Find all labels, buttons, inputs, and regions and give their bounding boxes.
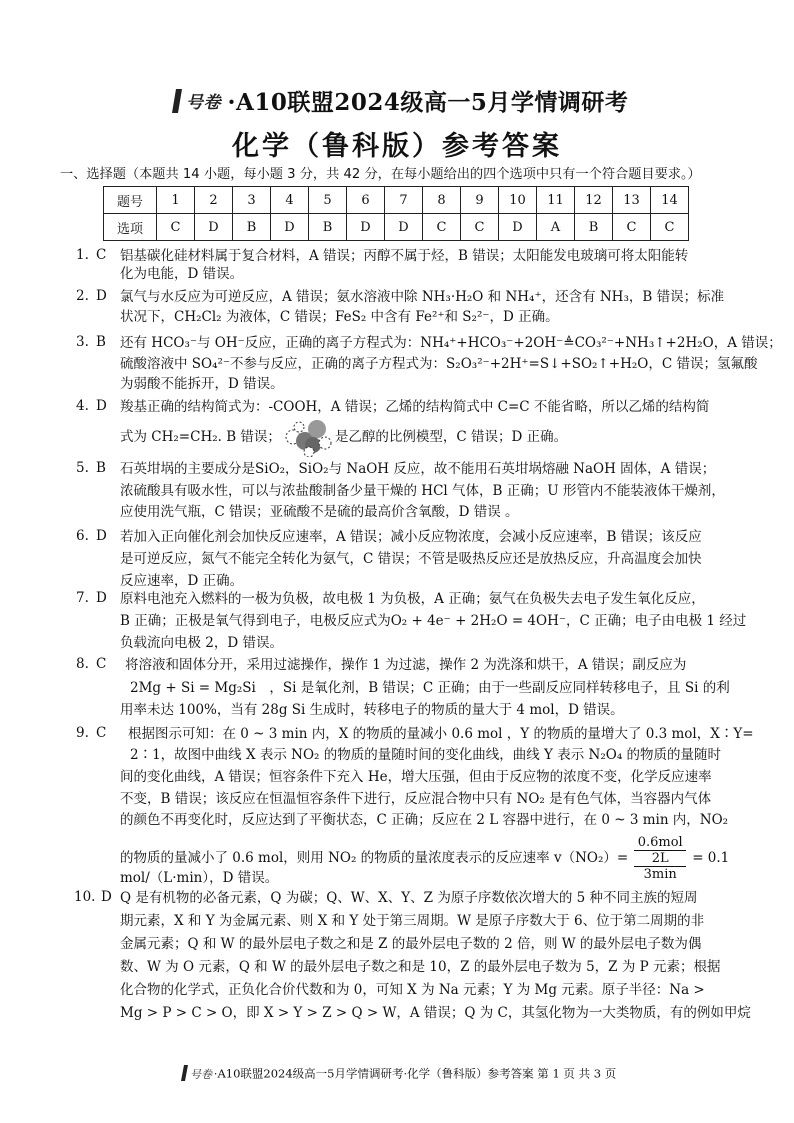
explanation-line: 若加入正向催化剂会加快反应速率，A 错误；减小反应物浓度，会减小反应速率，B 错误；该反应 — [120, 529, 702, 545]
explanation-line: 还有 HCO₃⁻与 OH⁻反应，正确的离子方程式为：NH₄⁺+HCO₃⁻+2OH⁻≜CO₃²⁻+NH₃↑+2H₂O，A 错误； — [120, 335, 782, 351]
question-answer: D — [96, 528, 107, 544]
explanation-row — [120, 417, 567, 457]
row-label: 选项 — [104, 214, 157, 241]
explanation-line: 间的变化曲线，A 错误；恒容条件下充入 He，增大压强，但由于反应物的浓度不变，化学反应速率 — [120, 769, 712, 785]
explanation-line: 负载流向电极 2，D 错误。 — [120, 635, 283, 651]
question-number-cell: 6 — [347, 187, 385, 214]
answer-cell: D — [271, 214, 309, 241]
question-number: 8. — [76, 656, 89, 672]
question-number-cell: 11 — [537, 187, 575, 214]
ethanol-space-filling-model-icon — [283, 417, 333, 457]
exam-title-text: ·A10联盟2024级高一5月学情调研考 — [227, 89, 629, 116]
question-number: 7. — [76, 590, 89, 606]
question-number: 2. — [76, 288, 89, 304]
answer-cell: C — [157, 214, 195, 241]
explanation-line: 氯气与水反应为可逆反应，A 错误；氨水溶液中除 NH₃·H₂O 和 NH₄⁺，还含有 NH₃，B 错误；标准 — [120, 289, 725, 305]
explanation-line: 将溶液和固体分开，采用过滤操作，操作 1 为过滤，操作 2 为洗涤和烘干，A 错误；副反应为 — [125, 657, 687, 673]
answer-cell: D — [195, 214, 233, 241]
brand-logo — [166, 87, 228, 121]
explanation-line: 状况下，CH₂Cl₂ 为液体，C 错误；FeS₂ 中含有 Fe²⁺和 S₂²⁻，D 正确。 — [120, 309, 559, 325]
question-answer: D — [101, 889, 112, 905]
explanation-line: 铝基碳化硅材料属于复合材料，A 错误；丙醇不属于烃，B 错误；太阳能发电玻璃可将太阳能转 — [120, 248, 689, 264]
answer-cell: C — [613, 214, 651, 241]
question-answer: B — [96, 460, 106, 476]
svg-text:号卷: 号卷 — [189, 1068, 212, 1081]
question-answer: D — [96, 590, 107, 606]
explanation-line: 为弱酸不能拆开，D 错误。 — [120, 376, 284, 392]
explanation-line: 的物质的量减小了 0.6 mol，则用 NO₂ 的物质的量浓度表示的反应速率 v（NO₂）= — [120, 850, 629, 866]
explanation-line: 化合物的化学式，正负化合价代数和为 0，可知 X 为 Na 元素；Y 为 Mg 元素。原子半径：Na > — [120, 982, 705, 998]
explanation-line: 数、W 为 O 元素，Q 和 W 的最外层电子数之和是 10，Z 的最外层电子数为 5，Z 为 P 元素；根据 — [120, 959, 721, 975]
explanation-line: 不变，B 错误；该反应在恒温恒容条件下进行，反应混合物中只有 NO₂ 是有色气体，当容器内气体 — [120, 791, 712, 807]
answer-cell: D — [385, 214, 423, 241]
explanation-line: 期元素，X 和 Y 为金属元素、则 X 和 Y 处于第三周期。W 是原子序数大于 6、位于第二周期的非 — [120, 913, 705, 929]
section-heading: 一、选择题（本题共 14 小题，每小题 3 分，共 42 分，在每小题给出的四个选项中只有一个符合题目要求。） — [60, 167, 701, 182]
explanation-line: 式为 CH₂=CH₂. B 错误； — [120, 429, 281, 445]
answer-cell: D — [499, 214, 537, 241]
question-number-cell: 10 — [499, 187, 537, 214]
question-number: 1. — [76, 247, 89, 263]
fraction-middle: 2L — [651, 850, 669, 866]
question-number-cell: 14 — [651, 187, 689, 214]
explanation-line: 2∶1，故图中曲线 X 表示 NO₂ 的物质的量随时间的变化曲线，曲线 Y 表示 N₂O₄ 的物质的量随时 — [130, 747, 722, 763]
answer-cell: D — [347, 214, 385, 241]
explanation-line: 是可逆反应，氮气不能完全转化为氨气，C 错误；不管是吸热反应还是放热反应，升高温度会加快 — [120, 551, 702, 567]
question-number: 9. — [76, 725, 89, 741]
question-number: 3. — [76, 334, 89, 350]
question-answer: C — [96, 247, 107, 263]
question-answer: D — [96, 288, 107, 304]
explanation-line: 应使用洗气瓶，C 错误；亚硫酸不是硫的最高价含氧酸，D 错误 。 — [120, 504, 519, 520]
question-answer: B — [96, 334, 106, 350]
page-footer — [0, 1064, 794, 1085]
answer-cell: B — [575, 214, 613, 241]
question-number-cell: 5 — [309, 187, 347, 214]
explanation-line: 用率未达 100%，当有 28g Si 生成时，转移电子的物质的量大于 4 mol，D 错误。 — [120, 702, 624, 718]
explanation-line: 硫酸溶液中 SO₄²⁻不参与反应，正确的离子方程式为：S₂O₃²⁻+2H⁺=S↓+SO₂↑+H₂O，C 错误；氢氟酸 — [120, 356, 758, 372]
explanation-line: 反应速率，D 正确。 — [120, 573, 244, 589]
answer-cell: C — [461, 214, 499, 241]
footer-text: ·A10联盟2024级高一5月学情调研考·化学（鲁科版）参考答案 第 1 页 共 3 页 — [213, 1066, 617, 1081]
question-answer: D — [96, 398, 107, 414]
question-number-cell: 12 — [575, 187, 613, 214]
exam-title — [0, 84, 794, 121]
explanation-line: 的颜色不再变化时，反应达到了平衡状态，C 正确；反应在 2 L 容器中进行，在 0 ~ 3 min 内，NO₂ — [120, 812, 729, 828]
question-number-cell: 7 — [385, 187, 423, 214]
answer-cell: C — [423, 214, 461, 241]
explanation-line: B 正确；正极是氧气得到电子，电极反应式为O₂ + 4e⁻ + 2H₂O = 4OH⁻，C 正确；电子由电极 1 经过 — [120, 613, 747, 629]
explanation-line: 是乙醇的比例模型，C 错误；D 正确。 — [334, 429, 568, 445]
explanation-line: mol/（L·min），D 错误。 — [120, 870, 279, 886]
question-number: 6. — [76, 528, 89, 544]
answer-cell: B — [309, 214, 347, 241]
explanation-line: 化为电能，D 错误。 — [120, 266, 244, 282]
question-number-cell: 13 — [613, 187, 651, 214]
question-number-cell: 1 — [157, 187, 195, 214]
explanation-line: 石英坩埚的主要成分是SiO₂，SiO₂与 NaOH 反应，故不能用石英坩埚熔融 NaOH 固体，A 错误； — [120, 461, 716, 477]
answer-cell: B — [233, 214, 271, 241]
svg-text:号卷: 号卷 — [185, 93, 221, 113]
question-number-cell: 3 — [233, 187, 271, 214]
fraction-numerator: 0.6mol — [637, 834, 683, 850]
question-number: 10. — [74, 889, 96, 905]
reaction-rate-fraction — [634, 835, 686, 882]
question-number-cell: 9 — [461, 187, 499, 214]
fraction-result: = 0.1 — [692, 850, 730, 866]
doc-subtitle: 化学（鲁科版）参考答案 — [232, 131, 562, 162]
answer-table — [103, 186, 689, 241]
question-number-cell: 4 — [271, 187, 309, 214]
explanation-line: Q 是有机物的必备元素，Q 为碳；Q、W、X、Y、Z 为原子序数依次增大的 5 种不同主族的短周 — [120, 890, 698, 906]
question-number-cell: 2 — [195, 187, 233, 214]
question-answer: C — [96, 656, 107, 672]
question-answer: C — [96, 725, 107, 741]
explanation-line: 金属元素；Q 和 W 的最外层电子数之和是 Z 的最外层电子数的 2 倍，则 W 的最外层电子数为偶 — [120, 936, 702, 952]
question-number-cell: 8 — [423, 187, 461, 214]
explanation-line: 原料电池充入燃料的一极为负极，故电极 1 为负极，A 正确；氨气在负极失去电子发生氧化反应， — [120, 591, 705, 607]
row-label: 题号 — [104, 187, 157, 214]
answer-cell: A — [537, 214, 575, 241]
question-number: 5. — [76, 460, 89, 476]
explanation-line: 2Mg + Si = Mg₂Si ，Si 是氧化剂，B 错误；C 正确；由于一些副反应同样转移电子，且 Si 的利 — [130, 680, 730, 696]
explanation-line: 羧基正确的结构简式为：-COOH，A 错误；乙烯的结构简式中 C=C 不能省略，所以乙烯的结构简 — [120, 399, 710, 415]
fraction-denominator: 3min — [643, 866, 677, 882]
footer-brand-logo — [178, 1064, 214, 1085]
explanation-line: Mg > P > C > O，即 X > Y > Z > Q > W，A 错误；Q 为 C，其氢化物为一大类物质，有的例如甲烷 — [120, 1005, 751, 1021]
explanation-line: 根据图示可知：在 0 ~ 3 min 内，X 的物质的量减小 0.6 mol ，Y 的物质的量增大了 0.3 mol，X∶Y= — [128, 726, 754, 742]
answer-cell: C — [651, 214, 689, 241]
question-number: 4. — [76, 398, 89, 414]
explanation-line: 浓硫酸具有吸水性，可以与浓盐酸制备少量干燥的 HCl 气体，B 正确；U 形管内不能装液体干燥剂， — [120, 483, 725, 499]
